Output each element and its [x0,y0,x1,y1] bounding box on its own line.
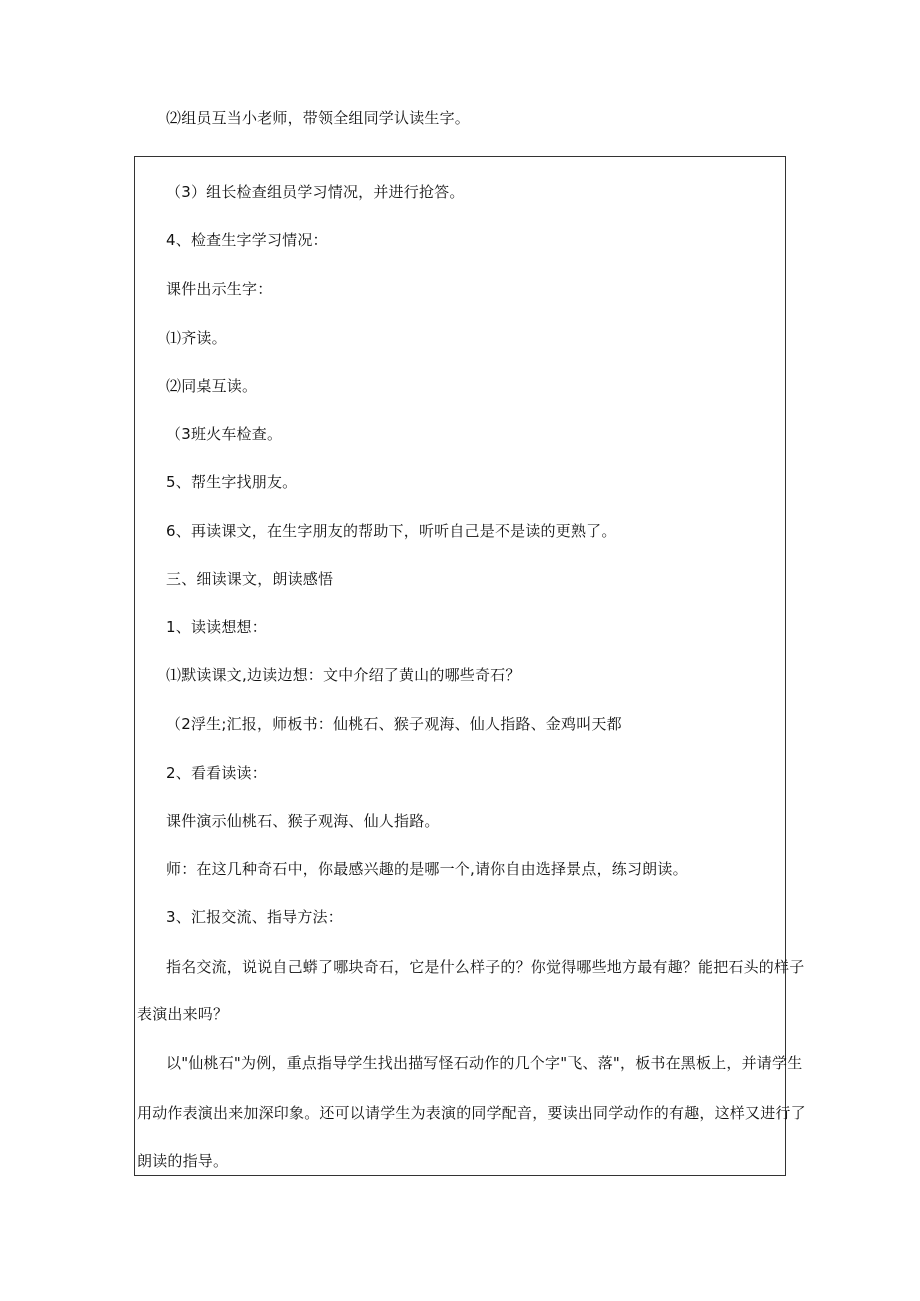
text-line: ⑴默读课文,边读边想：文中介绍了黄山的哪些奇石？ [166,666,521,684]
text-line: （2浮生;汇报，师板书：仙桃石、猴子观海、仙人指路、金鸡叫天都 [166,715,622,733]
text-line: ⑵同桌互读。 [166,377,258,395]
intro-line: ⑵组员互当小老师，带领全组同学认读生字。 [166,109,471,127]
text-line: 师：在这几种奇石中，你最感兴趣的是哪一个,请你自由选择景点，练习朗读。 [166,860,688,878]
text-line: 5、帮生字找朋友。 [166,473,298,491]
text-line: 表演出来吗？ [137,1005,229,1023]
text-line: 以"仙桃石"为例，重点指导学生找出描写怪石动作的几个字"飞、落"，板书在黑板上，并请学生 [166,1054,803,1072]
text-line: 课件演示仙桃石、猴子观海、仙人指路。 [166,812,440,830]
text-line: 3、汇报交流、指导方法： [166,908,343,926]
section-heading: 三、细读课文，朗读感悟 [166,570,334,588]
text-line: 用动作表演出来加深印象。还可以请学生为表演的同学配音，要读出同学动作的有趣，这样又进行了 [137,1104,806,1122]
text-line: 朗读的指导。 [137,1152,229,1170]
text-line: （3）组长检查组员学习情况，并进行抢答。 [166,183,465,201]
text-line: 指名交流，说说自己蟒了哪块奇石，它是什么样子的？你觉得哪些地方最有趣？能把石头的样子 [166,958,805,976]
text-line: 1、读读想想： [166,618,267,636]
text-line: 课件出示生字： [166,280,273,298]
text-line: ⑴齐读。 [166,329,227,347]
text-line: 4、检查生字学习情况： [166,231,328,249]
text-line: 2、看看读读： [166,764,267,782]
text-line: 6、再读课文，在生字朋友的帮助下，听听自己是不是读的更熟了。 [166,522,617,540]
text-line: （3班火车检查。 [166,425,283,443]
